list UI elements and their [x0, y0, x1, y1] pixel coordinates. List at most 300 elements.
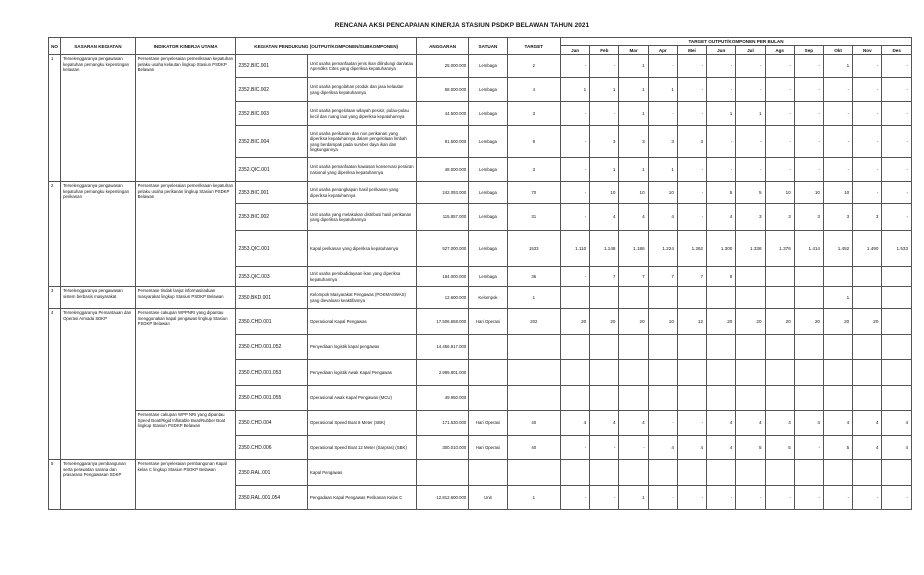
month-target-cell: 10	[619, 182, 648, 204]
header-month: Feb	[590, 46, 619, 55]
month-target-cell	[707, 460, 736, 486]
month-target-cell	[882, 287, 912, 309]
month-target-cell: 20	[765, 309, 794, 335]
satuan-cell: Lembaga	[469, 158, 507, 182]
month-target-cell: 5	[736, 436, 765, 460]
month-target-cell: 7	[590, 267, 619, 287]
month-target-cell: -	[590, 436, 619, 460]
month-target-cell: -	[561, 126, 590, 158]
table-row	[49, 460, 912, 486]
month-target-cell: 1	[590, 78, 619, 102]
month-target-cell	[853, 360, 882, 386]
month-target-cell	[561, 360, 590, 386]
month-target-cell	[765, 460, 794, 486]
month-target-cell: -	[765, 78, 794, 102]
month-target-cell: 10	[765, 182, 794, 204]
month-target-cell: -	[765, 55, 794, 78]
month-target-cell	[736, 360, 765, 386]
month-target-cell: 3	[794, 204, 823, 231]
month-target-cell: -	[707, 78, 736, 102]
header-month: Jul	[736, 46, 765, 55]
month-target-cell	[765, 386, 794, 411]
anggaran-cell	[416, 460, 468, 486]
target-cell: 1533	[507, 231, 560, 267]
month-target-cell: 1.452	[823, 231, 852, 267]
month-target-cell: 4	[619, 204, 648, 231]
month-target-cell	[648, 360, 677, 386]
month-target-cell: -	[707, 158, 736, 182]
target-cell: 1	[507, 486, 560, 510]
month-target-cell	[823, 460, 852, 486]
month-target-cell: 4	[707, 436, 736, 460]
target-cell: 31	[507, 204, 560, 231]
month-target-cell: -	[677, 78, 706, 102]
month-target-cell: -	[677, 182, 706, 204]
month-target-cell: -	[765, 486, 794, 510]
satuan-cell	[469, 360, 507, 386]
target-cell	[507, 460, 560, 486]
row-number: 2	[49, 182, 61, 287]
month-target-cell: 4	[823, 411, 852, 436]
month-target-cell: 20	[590, 309, 619, 335]
month-target-cell	[590, 460, 619, 486]
month-target-cell	[561, 287, 590, 309]
target-cell	[507, 335, 560, 360]
target-cell: 4	[507, 78, 560, 102]
month-target-cell: 3	[853, 204, 882, 231]
month-target-cell: 1	[823, 287, 852, 309]
month-target-cell: 1.376	[765, 231, 794, 267]
satuan-cell: Lembaga	[469, 267, 507, 287]
satuan-cell: Lembaga	[469, 78, 507, 102]
header-target-per-bulan: TARGET OUTPUT/KOMPONEN PER BULAN	[561, 38, 912, 46]
month-target-cell: -	[794, 436, 823, 460]
month-target-cell	[707, 386, 736, 411]
kegiatan-code: 2350.CHD.001	[236, 309, 308, 335]
month-target-cell: 1.262	[677, 231, 706, 267]
month-target-cell	[853, 460, 882, 486]
month-target-cell	[648, 460, 677, 486]
satuan-cell	[469, 460, 507, 486]
month-target-cell: -	[882, 126, 912, 158]
anggaran-cell: 242.093.000	[416, 182, 468, 204]
month-target-cell	[677, 386, 706, 411]
month-target-cell	[853, 386, 882, 411]
anggaran-cell: 12.600.000	[416, 287, 468, 309]
month-target-cell: -	[648, 486, 677, 510]
month-target-cell: -	[648, 102, 677, 126]
satuan-cell	[469, 386, 507, 411]
month-target-cell: -	[882, 204, 912, 231]
month-target-cell	[707, 287, 736, 309]
month-target-cell: 4	[677, 436, 706, 460]
month-target-cell: 1.186	[619, 231, 648, 267]
month-target-cell	[853, 335, 882, 360]
month-target-cell: -	[590, 486, 619, 510]
month-target-cell: -	[882, 486, 912, 510]
month-target-cell: 4	[794, 411, 823, 436]
header-satuan: SATUAN	[469, 38, 507, 55]
row-number: 1	[49, 55, 61, 182]
indikator-cell: Persentase penyelesaian pemeriksaan kepatuhan pelaku usaha kelautan lingkup Stasiun PSDKP Belawan	[135, 55, 236, 182]
kegiatan-code: 2350.CHD.001.053	[236, 360, 308, 386]
month-target-cell: -	[882, 182, 912, 204]
month-target-cell	[619, 386, 648, 411]
month-target-cell: -	[823, 126, 852, 158]
month-target-cell: 1	[823, 55, 852, 78]
month-target-cell: 1	[619, 486, 648, 510]
month-target-cell	[736, 460, 765, 486]
month-target-cell: -	[561, 55, 590, 78]
month-target-cell: 5	[707, 182, 736, 204]
month-target-cell: 5	[736, 182, 765, 204]
header-month: Okt	[823, 46, 852, 55]
sasaran-cell: Terselenggaranya pengawasan kepatuhan pemangku kepentingan kelautan	[61, 55, 136, 182]
table-row	[49, 182, 912, 204]
sasaran-cell: Terselenggaranya pengawasan kepatuhan pemangku kepentingan perikanan	[61, 182, 136, 287]
month-target-cell	[882, 360, 912, 386]
target-cell	[507, 386, 560, 411]
month-target-cell: 4	[707, 411, 736, 436]
kegiatan-description: Kapal Pengawas	[308, 460, 417, 486]
month-target-cell	[736, 287, 765, 309]
satuan-cell: Lembaga	[469, 102, 507, 126]
month-target-cell: -	[677, 486, 706, 510]
month-target-cell	[707, 360, 736, 386]
month-target-cell: 3	[619, 126, 648, 158]
kegiatan-description: Unit usaha pembudidayaan ikan yang diperiksa kepatuhannya	[308, 267, 417, 287]
target-cell: 36	[507, 267, 560, 287]
kegiatan-code: 2352.BIC.004	[236, 126, 308, 158]
anggaran-cell: 49.950.000	[416, 386, 468, 411]
month-target-cell: -	[823, 158, 852, 182]
month-target-cell: -	[677, 102, 706, 126]
kegiatan-code: 2353.BIC.002	[236, 204, 308, 231]
kegiatan-code: 2350.BKD.001	[236, 287, 308, 309]
month-target-cell: 1	[619, 78, 648, 102]
month-target-cell	[794, 460, 823, 486]
table-row	[49, 309, 912, 335]
month-target-cell: 20	[736, 309, 765, 335]
anggaran-cell: 2.999.801.000	[416, 360, 468, 386]
month-target-cell: -	[882, 158, 912, 182]
month-target-cell: -	[794, 78, 823, 102]
month-target-cell: -	[853, 486, 882, 510]
month-target-cell: -	[794, 126, 823, 158]
month-target-cell	[823, 267, 852, 287]
table-row	[49, 287, 912, 309]
kegiatan-description: Operasional Speed Boat 8 Meter (SBK)	[308, 411, 417, 436]
month-target-cell	[823, 360, 852, 386]
month-target-cell: 4	[707, 204, 736, 231]
month-target-cell: 7	[648, 267, 677, 287]
kegiatan-description: Unit usaha penangkapan hasil perikanan yang diperiksa kepatuhannya	[308, 182, 417, 204]
month-target-cell: -	[648, 55, 677, 78]
month-target-cell: -	[794, 158, 823, 182]
anggaran-cell: 115.857.000	[416, 204, 468, 231]
satuan-cell: Kelompok	[469, 287, 507, 309]
month-target-cell: -	[736, 158, 765, 182]
month-target-cell: 3	[736, 204, 765, 231]
month-target-cell: 20	[853, 309, 882, 335]
month-target-cell	[823, 386, 852, 411]
satuan-cell: Hari Operasi	[469, 436, 507, 460]
indikator-cell: Persentase penyelesaian pemeriksaan kepatuhan pelaku usaha perikanan lingkup Stasiun PSDKP Belawan	[135, 182, 236, 287]
month-target-cell: -	[619, 436, 648, 460]
month-target-cell	[648, 386, 677, 411]
target-cell: 3	[507, 102, 560, 126]
kegiatan-code: 2350.CHD.006	[236, 436, 308, 460]
kegiatan-code: 2353.BIC.001	[236, 182, 308, 204]
target-cell	[507, 360, 560, 386]
month-target-cell: -	[823, 102, 852, 126]
anggaran-cell: 58.000.000	[416, 78, 468, 102]
kegiatan-code: 2352.QIC.001	[236, 158, 308, 182]
kegiatan-code: 2352.BIC.001	[236, 55, 308, 78]
sasaran-cell: Terselenggaranya pembangunan serta perawatan sarana dan prasarana Pengawasan SDKP	[61, 460, 136, 510]
month-target-cell: 3	[677, 126, 706, 158]
month-target-cell	[619, 460, 648, 486]
kegiatan-description: Unit usaha pemanfaatan kawasan konservasi perairan nasional yang diperiksa kepatuhannya	[308, 158, 417, 182]
anggaran-cell: 48.000.000	[416, 158, 468, 182]
month-target-cell	[794, 287, 823, 309]
month-target-cell	[561, 386, 590, 411]
month-target-cell	[590, 287, 619, 309]
month-target-cell: -	[853, 158, 882, 182]
month-target-cell: -	[853, 78, 882, 102]
month-target-cell: -	[794, 55, 823, 78]
row-number: 5	[49, 460, 61, 510]
month-target-cell: -	[677, 411, 706, 436]
month-target-cell	[736, 267, 765, 287]
month-target-cell: -	[648, 411, 677, 436]
kegiatan-description: Penyediaan logistik kapal pengawas	[308, 335, 417, 360]
month-target-cell: -	[707, 55, 736, 78]
satuan-cell: Lembaga	[469, 182, 507, 204]
month-target-cell: -	[590, 55, 619, 78]
indikator-cell: Persentase tindak lanjut informasi/aduan masyarakat lingkup Stasiun PSDKP Belawan	[135, 287, 236, 309]
kegiatan-code: 2350.CHD.001.055	[236, 386, 308, 411]
document-title: RENCANA AKSI PENCAPAIAN KINERJA STASIUN PSDKP BELAWAN TAHUN 2021	[334, 22, 590, 29]
anggaran-cell: 527.000.000	[416, 231, 468, 267]
month-target-cell	[882, 386, 912, 411]
month-target-cell: -	[853, 55, 882, 78]
month-target-cell	[794, 267, 823, 287]
month-target-cell: 10	[648, 182, 677, 204]
month-target-cell: -	[823, 78, 852, 102]
kegiatan-description: Kapal perikanan yang diperiksa kepatuhannya	[308, 231, 417, 267]
month-target-cell: 4	[619, 411, 648, 436]
month-target-cell	[619, 287, 648, 309]
month-target-cell: 20	[823, 309, 852, 335]
month-target-cell: 1	[648, 158, 677, 182]
table-row	[49, 411, 912, 436]
anggaran-cell: 91.500.000	[416, 126, 468, 158]
month-target-cell: 20	[794, 309, 823, 335]
row-number: 4	[49, 309, 61, 460]
anggaran-cell: 12.812.600.000	[416, 486, 468, 510]
month-target-cell	[707, 335, 736, 360]
month-target-cell: 5	[765, 436, 794, 460]
month-target-cell: -	[736, 486, 765, 510]
month-target-cell: -	[765, 102, 794, 126]
month-target-cell: 3	[648, 126, 677, 158]
month-target-cell	[736, 386, 765, 411]
month-target-cell	[561, 460, 590, 486]
satuan-cell	[469, 335, 507, 360]
header-month: Apr	[648, 46, 677, 55]
kegiatan-code: 2350.CHD.004	[236, 411, 308, 436]
month-target-cell	[590, 360, 619, 386]
header-sasaran: SASARAN KEGIATAN	[61, 38, 136, 55]
indikator-cell: Persentase cakupan WPP NRI yang dipantau Speed Boat/Rigid Inflatable Boat/Rubber Boat lingkup Stasiun PSDKP Belawan	[135, 411, 236, 460]
month-target-cell: 3	[823, 204, 852, 231]
month-target-cell	[794, 360, 823, 386]
target-cell: 3	[507, 158, 560, 182]
month-target-cell	[648, 335, 677, 360]
month-target-cell: -	[794, 102, 823, 126]
month-target-cell	[736, 335, 765, 360]
month-target-cell: -	[561, 436, 590, 460]
row-number: 3	[49, 287, 61, 309]
month-target-cell: 10	[590, 182, 619, 204]
sasaran-cell: Terselenggaranya Pemantauan dan Operasi Armada SDKP	[61, 309, 136, 460]
target-cell: 70	[507, 182, 560, 204]
kegiatan-description: Unit usaha pengelolaan wilayah pesisir, pulau-pulau kecil dan ruang laut yang diperiksa kepatuhannya	[308, 102, 417, 126]
month-target-cell: -	[853, 182, 882, 204]
target-cell: 40	[507, 436, 560, 460]
month-target-cell	[882, 460, 912, 486]
header-month: Sep	[794, 46, 823, 55]
month-target-cell: 7	[619, 267, 648, 287]
kegiatan-description: Operasional Awak Kapal Pengawas (MCU)	[308, 386, 417, 411]
month-target-cell: 12	[677, 309, 706, 335]
target-cell: 202	[507, 309, 560, 335]
month-target-cell: 1	[648, 78, 677, 102]
month-target-cell: -	[853, 102, 882, 126]
month-target-cell	[882, 309, 912, 335]
header-month: Mei	[677, 46, 706, 55]
header-target: TARGET	[507, 38, 560, 55]
month-target-cell	[794, 386, 823, 411]
satuan-cell: Lembaga	[469, 231, 507, 267]
header-no: NO	[49, 38, 61, 55]
kegiatan-description: Operasional Speed Boat 12 Meter (Sarpras) (SBK)	[308, 436, 417, 460]
satuan-cell: Lembaga	[469, 55, 507, 78]
month-target-cell: 5	[823, 436, 852, 460]
month-target-cell: 1	[619, 55, 648, 78]
month-target-cell: 1.414	[794, 231, 823, 267]
month-target-cell	[882, 335, 912, 360]
kegiatan-description: Unit usaha pengolahan produk dan jasa kelautan yang diperiksa kepatuhannya	[308, 78, 417, 102]
month-target-cell: -	[561, 102, 590, 126]
month-target-cell: -	[794, 486, 823, 510]
month-target-cell: -	[590, 102, 619, 126]
month-target-cell	[590, 386, 619, 411]
month-target-cell: -	[736, 55, 765, 78]
month-target-cell: 1	[619, 158, 648, 182]
month-target-cell: -	[561, 204, 590, 231]
month-target-cell: -	[561, 486, 590, 510]
month-target-cell: 8	[707, 267, 736, 287]
month-target-cell: 1.338	[736, 231, 765, 267]
header-indikator: INDIKATOR KINERJA UTAMA	[135, 38, 236, 55]
month-target-cell: 1.490	[853, 231, 882, 267]
month-target-cell	[590, 335, 619, 360]
month-target-cell: 7	[677, 267, 706, 287]
header-month: Nov	[853, 46, 882, 55]
anggaran-cell: 25.000.000	[416, 55, 468, 78]
month-target-cell: -	[561, 182, 590, 204]
target-cell: 2	[507, 55, 560, 78]
month-target-cell: -	[561, 158, 590, 182]
anggaran-cell: 171.530.000	[416, 411, 468, 436]
indikator-cell: Persentase penyelesaian pembangunan Kapal kelas C lingkup Stasiun PSDKP Belawan	[135, 460, 236, 510]
month-target-cell: -	[707, 126, 736, 158]
indikator-cell: Persentase cakupan WPPNRI yang dipantau menggunakan kapal pengawas lingkup Stasiun PSDKP Belawan	[135, 309, 236, 411]
month-target-cell: 1.533	[882, 231, 912, 267]
month-target-cell: 1.148	[590, 231, 619, 267]
kegiatan-code: 2350.RAL.001.054	[236, 486, 308, 510]
month-target-cell: 20	[707, 309, 736, 335]
anggaran-cell: 300.010.000	[416, 436, 468, 460]
month-target-cell	[882, 267, 912, 287]
month-target-cell: 4	[853, 411, 882, 436]
month-target-cell	[677, 460, 706, 486]
month-target-cell: 1.224	[648, 231, 677, 267]
target-cell: 1	[507, 287, 560, 309]
satuan-cell: Lembaga	[469, 204, 507, 231]
sasaran-cell: Terselenggaranya pengawasan sistem berbasis masyarakat	[61, 287, 136, 309]
kegiatan-description: Kelompok Masyarakat Pengawas (POKMASWAS) yang dievaluasi keaktifannya	[308, 287, 417, 309]
month-target-cell	[853, 287, 882, 309]
month-target-cell: 10	[648, 309, 677, 335]
month-target-cell: 1.110	[561, 231, 590, 267]
month-target-cell: 4	[590, 204, 619, 231]
month-target-cell	[648, 287, 677, 309]
table-row	[49, 55, 912, 78]
kegiatan-description: Operasional Kapal Pengawas	[308, 309, 417, 335]
target-cell: 9	[507, 126, 560, 158]
month-target-cell: -	[882, 55, 912, 78]
month-target-cell: 4	[853, 436, 882, 460]
header-month: Ags	[765, 46, 794, 55]
kegiatan-description: Unit usaha yang melakukan distribusi hasil perikanan yang diperiksa kepatuhannya	[308, 204, 417, 231]
kegiatan-code: 2353.QIC.003	[236, 267, 308, 287]
header-month: Jun	[707, 46, 736, 55]
month-target-cell: -	[736, 126, 765, 158]
month-target-cell: 4	[648, 436, 677, 460]
month-target-cell: 4	[882, 436, 912, 460]
month-target-cell: 1	[736, 102, 765, 126]
month-target-cell: 3	[765, 204, 794, 231]
month-target-cell: 10	[823, 182, 852, 204]
month-target-cell	[619, 360, 648, 386]
month-target-cell: -	[823, 486, 852, 510]
month-target-cell: 1.300	[707, 231, 736, 267]
satuan-cell: Hari Operasi	[469, 411, 507, 436]
month-target-cell: -	[707, 486, 736, 510]
kegiatan-description: Unit usaha perikanan dan non perikanan yang diperiksa kepatuhannya dalam pengelolaan limbah yang berdampak pada sumber daya ikan dan lingkungannya	[308, 126, 417, 158]
month-target-cell	[794, 335, 823, 360]
satuan-cell: Hari Operasi	[469, 309, 507, 335]
month-target-cell: -	[677, 204, 706, 231]
month-target-cell	[677, 287, 706, 309]
month-target-cell	[677, 360, 706, 386]
kegiatan-description: Penyediaan logistik Awak Kapal Pengawas	[308, 360, 417, 386]
target-cell: 40	[507, 411, 560, 436]
month-target-cell	[853, 267, 882, 287]
